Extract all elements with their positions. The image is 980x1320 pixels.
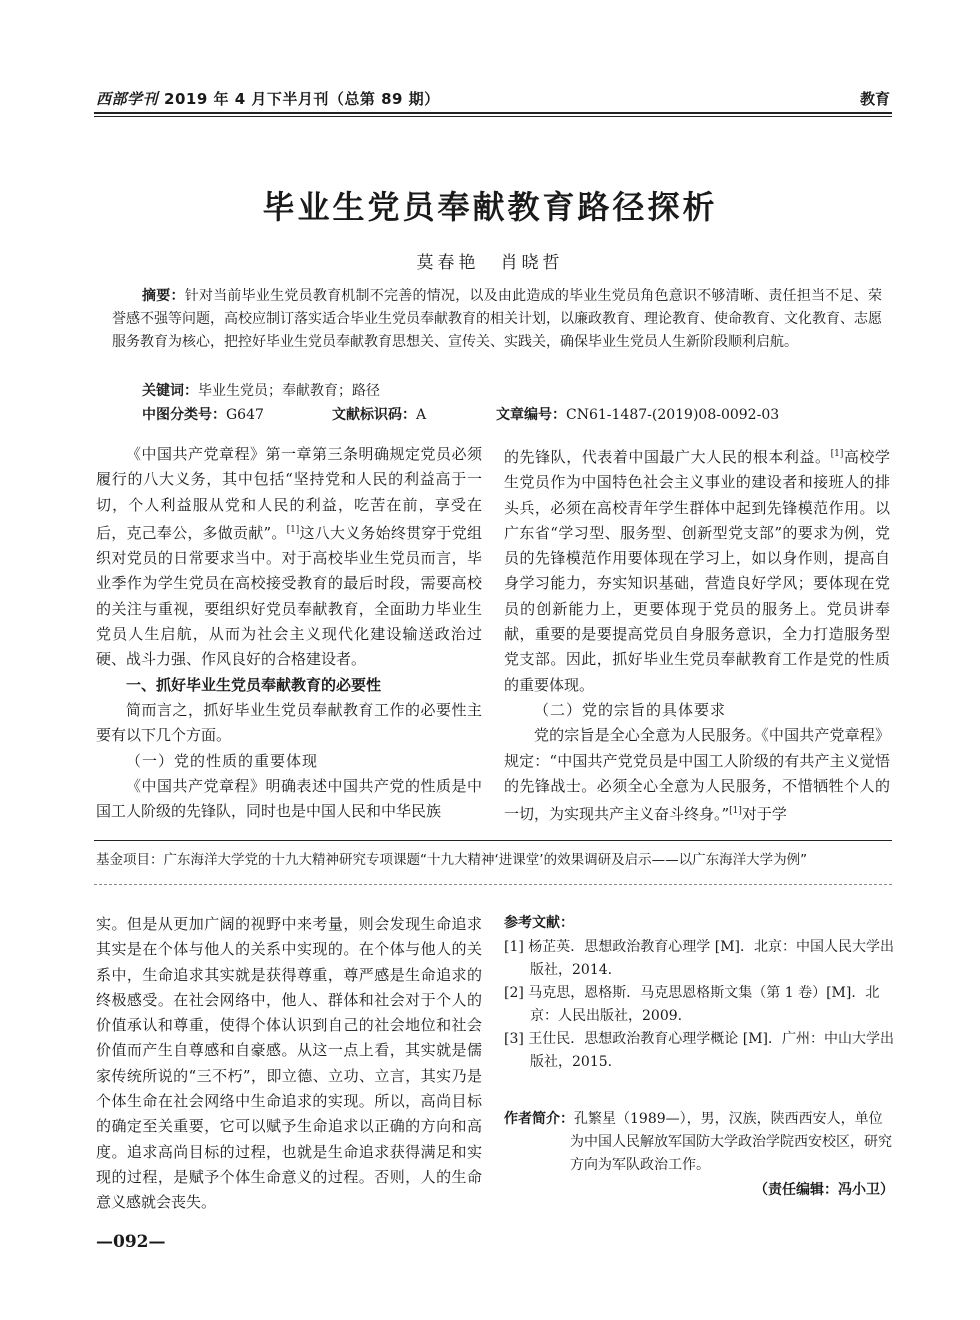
clc-label: 中图分类号： [142, 407, 226, 423]
subsection-heading: （一）党的性质的重要体现 [126, 751, 319, 770]
abstract-text: 针对当前毕业生党员教育机制不完善的情况，以及由此造成的毕业生党员角色意识不够清晰、责任担当不足、荣誉感不强等问题，高校应制订落实适合毕业生党员奉献教育的相关计划，以廉政教育、理论教育、使命教育、文化教育、志愿服务教育为核心，把控好毕业生党员奉献教育思想关、宣传关、实践关，确保毕业生党员人生新阶段顺利启航。 [112, 288, 883, 350]
clc-value: G647 [226, 407, 264, 423]
running-head [96, 88, 440, 109]
fund-note: 基金项目：广东海洋大学党的十九大精神研究专项课题“十九大精神‘进课堂’的效果调研及启示——以广东海洋大学为例” [96, 852, 808, 868]
paragraph-text: 高校学生党员作为中国特色社会主义事业的建设者和接班人的排头兵，必须在高校青年学生群体中起到先锋模范作用。以广东省“学习型、服务型、创新型党支部”的要求为例，党员的先锋模范作用要体现在学习上，如以身作则，提高自身学习能力，夯实知识基础，营造良好学风；要体现在党员的创新能力上，更要体现于党员的服务上。党员讲奉献，重要的是要提高党员自身服务意识，全力打造服务型党支部。因此，抓好毕业生党员奉献教育工作是党的性质的重要体现。 [504, 448, 890, 694]
footnote-rule [94, 840, 892, 841]
header-rule [94, 112, 892, 114]
continuation-column [96, 912, 482, 1216]
abstract [112, 285, 882, 354]
abstract-label: 摘要： [142, 288, 185, 304]
paragraph-text: 党的宗旨是全心全意为人民服务。《中国共产党章程》规定：“中国共产党党员是中国工人阶级的有共产主义觉悟的先锋战士。必须全心全意为人民服务，不惜牺牲个人的一切，为实现共产主义奋斗终身。” [504, 726, 890, 824]
citation: [1] [830, 449, 844, 459]
keywords-label: 关键词： [142, 383, 198, 399]
reference-item: [1] 杨芷英．思想政治教育心理学 [M]．北京：中国人民大学出版社，2014. [504, 939, 894, 978]
keywords [142, 380, 380, 400]
section-tag: 教育 [859, 90, 890, 108]
references-column [504, 912, 894, 1199]
reference-item: [2] 马克思，恩格斯．马克思恩格斯文集（第 1 卷）[M]．北京：人民出版社，2009. [504, 985, 880, 1024]
doc-value: A [416, 407, 427, 423]
author-bio [504, 1108, 894, 1177]
paragraph-text: 的先锋队，代表着中国最广大人民的根本利益。 [504, 448, 831, 466]
paragraph: 《中国共产党章程》明确表述中国共产党的性质是中国工人阶级的先锋队，同时也是中国人民和中华民族 [96, 776, 482, 821]
bio-label: 作者简介： [504, 1111, 574, 1127]
paragraph [504, 723, 890, 827]
citation: [1] [729, 806, 742, 817]
article-no-value: CN61-1487-(2019)08-0092-03 [566, 407, 780, 423]
citation: [1] [286, 524, 300, 535]
reference-item: [3] 王仕民．思想政治教育心理学概论 [M]．广州：中山大学出版社，2015. [504, 1031, 894, 1070]
article-title: 毕业生党员奉献教育路径探析 [262, 188, 718, 226]
page-break-rule [94, 884, 892, 885]
references-title: 参考文献： [504, 915, 574, 931]
page-number: —092— [96, 1232, 166, 1252]
authors: 莫春艳 肖晓哲 [416, 253, 564, 273]
responsible-editor: （责任编辑：冯小卫） [754, 1182, 894, 1198]
subsection-heading: （二）党的宗旨的具体要求 [534, 700, 727, 719]
bio-text: 孔繁星（1989—），男，汉族，陕西西安人，单位为中国人民解放军国防大学政治学院西安校区，研究方向为军队政治工作。 [570, 1111, 892, 1173]
keywords-text: 毕业生党员；奉献教育；路径 [198, 383, 380, 399]
paragraph-text: 这八大义务始终贯穿于党组织对党员的日常要求当中。对于高校毕业生党员而言，毕业季作为学生党员在高校接受教育的最后时段，需要高校的关注与重视，要组织好党员奉献教育，全面助力毕业生党员人生启航，从而为社会主义现代化建设输送政治过硬、战斗力强、作风良好的合格建设者。 [96, 523, 482, 669]
classification-line [142, 404, 882, 424]
paragraph: 实。但是从更加广阔的视野中来考量，则会发现生命追求其实是在个体与他人的关系中实现的。在个体与他人的关系中，生命追求其实就是获得尊重，尊严感是生命追求的终极感受。在社会网络中，他人、群体和社会对于个人的价值承认和尊重，使得个体认识到自己的社会地位和社会价值而产生自尊感和自豪感。从这一点上看，其实就是儒家传统所说的“三不朽”，即立德、立功、立言，其实乃是个体生命在社会网络中生命追求的实现。所以，高尚目标的确定至关重要，它可以赋予生命追求以正确的方向和高度。追求高尚目标的过程，也就是生命追求获得满足和实现的过程，是赋予个体生命意义的过程。否则，人的生命意义感就会丧失。 [96, 915, 482, 1212]
paragraph [96, 442, 482, 673]
paragraph: 简而言之，抓好毕业生党员奉献教育工作的必要性主要有以下几个方面。 [96, 700, 482, 745]
doc-label: 文献标识码： [332, 407, 416, 423]
paragraph [504, 442, 890, 698]
section-heading: 一、抓好毕业生党员奉献教育的必要性 [126, 675, 382, 694]
header-rule-thin [94, 116, 892, 117]
body-column-right [504, 442, 890, 827]
body-column-left [96, 442, 482, 824]
journal-logo-text: 西部学刊 [96, 90, 159, 108]
paragraph-text: 《中国共产党章程》第一章第三条明确规定党员必须履行的八大义务，其中包括“坚持党和人民的利益高于一切，个人利益服从党和人民的利益，吃苦在前，享受在后，克己奉公，多做贡献”。 [96, 445, 482, 542]
issue-info: 2019 年 4 月下半月刊（总第 89 期） [164, 90, 440, 108]
paragraph-text: 对于学 [741, 805, 787, 824]
article-no-label: 文章编号： [496, 407, 566, 423]
